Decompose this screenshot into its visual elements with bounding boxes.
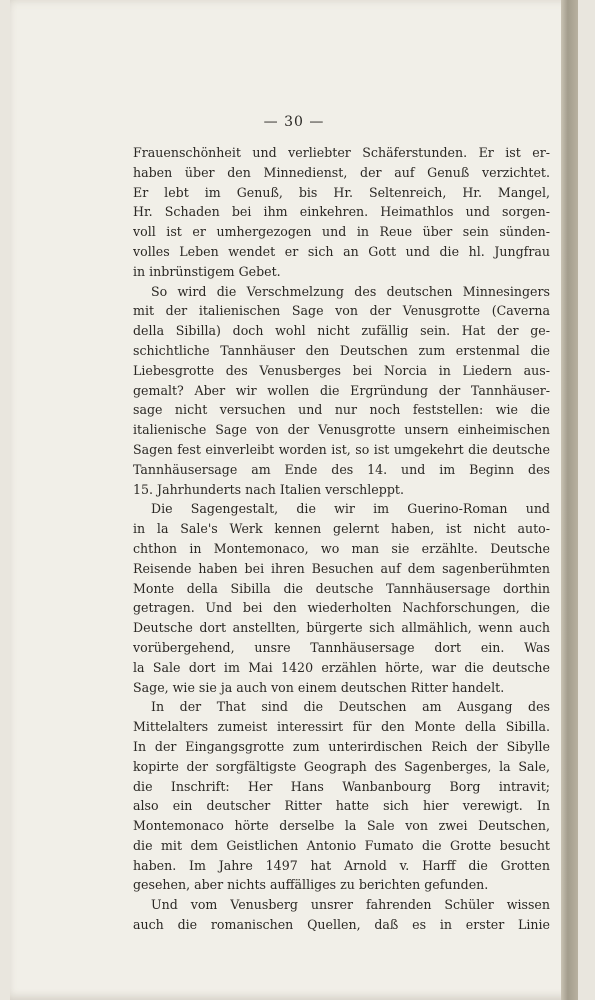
text-line: vorübergehend, unsre Tannhäusersage dort ein. Was [133, 639, 550, 655]
text-line: die mit dem Geistlichen Antonio Fumato die Grotte besucht [133, 837, 550, 853]
text-line: Montemonaco hörte derselbe la Sale von zwei Deutschen, [133, 818, 550, 834]
text-line: sage nicht versuchen und nur noch feststellen: wie die [133, 402, 550, 418]
text-line: Reisende haben bei ihren Besuchen auf dem sagenberühmten [133, 560, 550, 576]
text-line: Sagen fest einverleibt worden ist, so ist umgekehrt die deutsche [133, 441, 550, 457]
text-line: in inbrünstigem Gebet. [133, 263, 281, 279]
text-line: gemalt? Aber wir wollen die Ergründung der Tannhäuser- [133, 382, 550, 398]
text-line: chthon in Montemonaco, wo man sie erzählte. Deutsche [133, 540, 550, 556]
text-line: Deutsche dort anstellten, bürgerte sich allmählich, wenn auch [133, 620, 550, 636]
page-number: — 30 — [263, 114, 325, 130]
text-line: 15. Jahrhunderts nach Italien verschleppt. [133, 481, 404, 497]
text-line: volles Leben wendet er sich an Gott und die hl. Jungfrau [133, 243, 550, 259]
text-line: Tannhäusersage am Ende des 14. und im Beginn des [133, 461, 550, 477]
text-line: della Sibilla) doch wohl nicht zufällig sein. Hat der ge- [133, 323, 550, 339]
text-line: Monte della Sibilla die deutsche Tannhäusersage dorthin [133, 580, 550, 596]
text-line: haben über den Minnedienst, der auf Genuß verzichtet. [133, 164, 550, 180]
text-line: kopirte der sorgfältigste Geograph des Sagenberges, la Sale, [133, 758, 550, 774]
text-line: auch die romanischen Quellen, daß es in erster Linie [133, 917, 550, 933]
text-line: gesehen, aber nichts auffälliges zu berichten gefunden. [133, 877, 489, 893]
text-line: Er lebt im Genuß, bis Hr. Seltenreich, Hr. Mangel, [133, 184, 550, 200]
text-line: la Sale dort im Mai 1420 erzählen hörte, war die deutsche [133, 659, 550, 675]
text-line: In der That sind die Deutschen am Ausgang des [151, 699, 550, 715]
text-line: Hr. Schaden bei ihm einkehren. Heimathlos und sorgen- [133, 204, 550, 220]
text-line: in la Sale's Werk kennen gelernt haben, ist nicht auto- [133, 521, 550, 537]
text-line: mit der italienischen Sage von der Venusgrotte (Caverna [133, 303, 550, 319]
book-spine-shadow [561, 0, 578, 1000]
text-line: getragen. Und bei den wiederholten Nachforschungen, die [133, 600, 550, 616]
text-line: voll ist er umhergezogen und in Reue über sein sünden- [133, 224, 550, 240]
book-page [10, 0, 578, 1000]
body-text [133, 143, 550, 935]
text-line: Frauenschönheit und verliebter Schäferstunden. Er ist er- [133, 145, 550, 160]
text-line: die Inschrift: Her Hans Wanbanbourg Borg intravit; [133, 778, 550, 794]
text-line: Die Sagengestalt, die wir im Guerino-Roman und [151, 501, 550, 517]
text-line: Liebesgrotte des Venusberges bei Norcia in Liedern aus- [133, 362, 550, 378]
text-line: Und vom Venusberg unsrer fahrenden Schüler wissen [151, 897, 550, 913]
text-line: So wird die Verschmelzung des deutschen Minnesingers [151, 283, 550, 299]
text-line: also ein deutscher Ritter hatte sich hier verewigt. In [133, 798, 550, 814]
text-line: schichtliche Tannhäuser den Deutschen zum erstenmal die [133, 342, 550, 358]
text-line: Mittelalters zumeist interessirt für den Monte della Sibilla. [133, 719, 550, 735]
text-line: haben. Im Jahre 1497 hat Arnold v. Harff die Grotten [133, 857, 550, 873]
text-line: In der Eingangsgrotte zum unterirdischen Reich der Sibylle [133, 738, 550, 754]
text-line: italienische Sage von der Venusgrotte unsern einheimischen [133, 422, 550, 438]
text-line: Sage, wie sie ja auch von einem deutschen Ritter handelt. [133, 679, 505, 695]
